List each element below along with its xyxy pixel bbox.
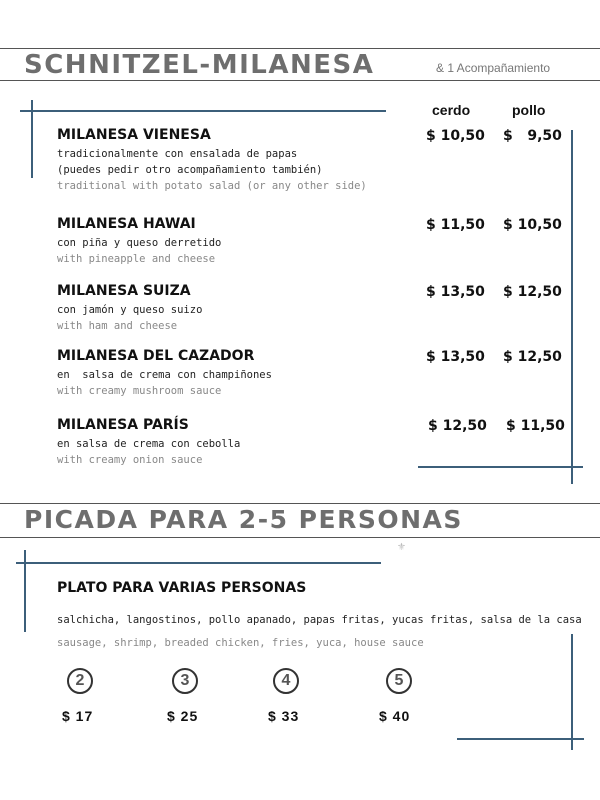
people-count-4: 4 [273, 668, 299, 694]
item-description: (puedes pedir otro acompañamiento también) [57, 164, 323, 176]
price-4-people: $ 33 [268, 708, 300, 724]
price-pollo: $ 12,50 [503, 349, 562, 365]
plate-description-english: sausage, shrimp, breaded chicken, fries, yuca, house sauce [57, 637, 424, 649]
item-description: en salsa de crema con champiñones [57, 369, 272, 381]
item-name: MILANESA VIENESA [57, 127, 211, 143]
price-3-people: $ 25 [167, 708, 199, 724]
ornament-icon: ⚜ [397, 542, 406, 553]
people-count-2: 2 [67, 668, 93, 694]
menu-item-cazador [57, 348, 397, 399]
menu-item-paris [57, 417, 397, 468]
price-pollo: $ 11,50 [506, 418, 565, 434]
plate-name: PLATO PARA VARIAS PERSONAS [57, 580, 307, 596]
frame-top-horizontal [16, 562, 381, 564]
item-description: en salsa de crema con cebolla [57, 438, 241, 450]
price-cerdo: $ 13,50 [426, 284, 485, 300]
column-header-pollo: pollo [512, 102, 546, 118]
price-2-people: $ 17 [62, 708, 94, 724]
menu-item-suiza [57, 283, 397, 334]
frame-bottom-horizontal [457, 738, 584, 740]
people-count-5: 5 [386, 668, 412, 694]
price-cerdo: $ 12,50 [428, 418, 487, 434]
price-cerdo: $ 11,50 [426, 217, 485, 233]
item-description-english: traditional with potato salad (or any other side) [57, 180, 367, 192]
item-description-english: with pineapple and cheese [57, 253, 216, 265]
item-description: con jamón y queso suizo [57, 304, 203, 316]
section-subtitle: & 1 Acompañamiento [436, 61, 551, 75]
plate-description: salchicha, langostinos, pollo apanado, papas fritas, yucas fritas, salsa de la casa [57, 614, 582, 626]
menu-item-vienesa [57, 127, 397, 194]
item-description: con piña y queso derretido [57, 237, 222, 249]
price-cerdo: $ 13,50 [426, 349, 485, 365]
price-pollo: $ 9,50 [503, 128, 562, 144]
section-title-picada: PICADA PARA 2-5 PERSONAS [24, 505, 463, 534]
item-description-english: with creamy mushroom sauce [57, 385, 222, 397]
section2-top-rule [0, 503, 600, 504]
frame-top-horizontal [20, 110, 386, 112]
frame-right-vertical [571, 130, 573, 484]
title-underline [0, 80, 600, 81]
price-pollo: $ 10,50 [503, 217, 562, 233]
frame-bottom-horizontal [418, 466, 583, 468]
top-rule [0, 48, 600, 49]
menu-item-hawai [57, 216, 397, 267]
price-cerdo: $ 10,50 [426, 128, 485, 144]
item-name: MILANESA PARÍS [57, 417, 189, 433]
item-description-english: with creamy onion sauce [57, 454, 203, 466]
price-pollo: $ 12,50 [503, 284, 562, 300]
people-count-3: 3 [172, 668, 198, 694]
item-description: tradicionalmente con ensalada de papas [57, 148, 298, 160]
item-name: MILANESA SUIZA [57, 283, 191, 299]
column-header-cerdo: cerdo [432, 102, 471, 118]
frame-right-vertical [571, 634, 573, 750]
item-name: MILANESA DEL CAZADOR [57, 348, 255, 364]
price-5-people: $ 40 [379, 708, 411, 724]
item-name: MILANESA HAWAI [57, 216, 196, 232]
section-title-schnitzel: SCHNITZEL-MILANESA [24, 50, 375, 80]
section2-underline [0, 537, 600, 538]
item-description-english: with ham and cheese [57, 320, 178, 332]
